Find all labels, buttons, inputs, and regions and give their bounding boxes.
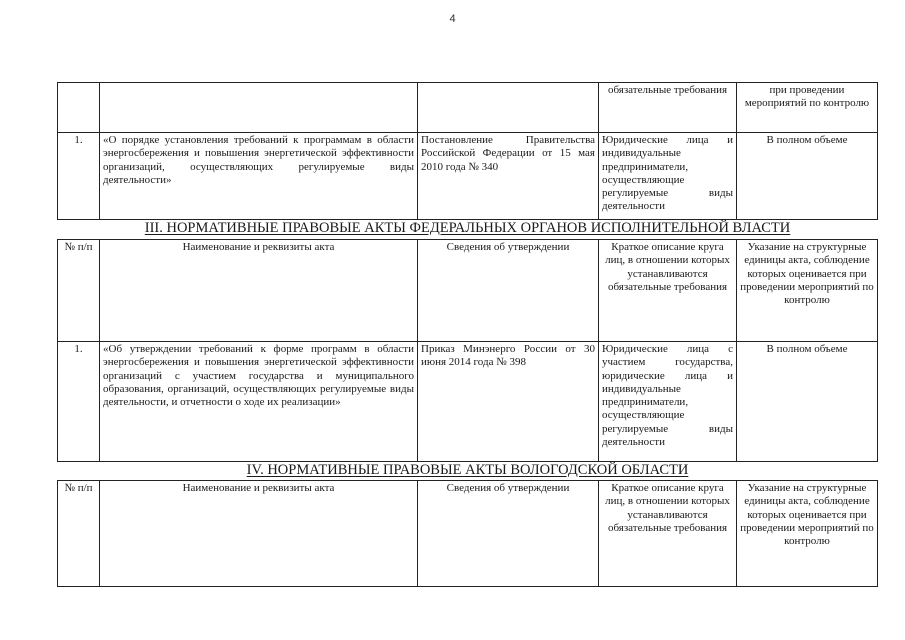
row-indication: В полном объеме bbox=[737, 342, 878, 462]
requirements-table bbox=[57, 82, 878, 587]
section-4-heading-row bbox=[58, 462, 878, 481]
header-cell-persons: Краткое описание круга лиц, в отношении которых устанавливаются обязательные требования bbox=[599, 481, 737, 587]
row-approval: Постановление Правительства Российской Федерации от 15 мая 2010 года № 340 bbox=[418, 133, 599, 220]
row-persons: Юридические лица с участием государства, юридические лица и индивидуальные предприниматели, осуществляющие регулируемые виды деятельности bbox=[599, 342, 737, 462]
header-cell-number: № п/п bbox=[58, 481, 100, 587]
table-row bbox=[58, 133, 878, 220]
continuation-header-row bbox=[58, 83, 878, 133]
header-cell-persons: Краткое описание круга лиц, в отношении которых устанавливаются обязательные требования bbox=[599, 240, 737, 342]
row-approval: Приказ Минэнерго России от 30 июня 2014 года № 398 bbox=[418, 342, 599, 462]
row-indication: В полном объеме bbox=[737, 133, 878, 220]
row-number: 1. bbox=[58, 342, 100, 462]
table-row bbox=[58, 342, 878, 462]
page-number: 4 bbox=[449, 13, 456, 25]
header-cell-number bbox=[58, 83, 100, 133]
section-4-header-row bbox=[58, 481, 878, 587]
header-cell-approval: Сведения об утверждении bbox=[418, 481, 599, 587]
header-cell-number: № п/п bbox=[58, 240, 100, 342]
row-act: «Об утверждении требований к форме программ в области энергосбережения и повышения энергетической эффективности организаций с участием государства и муниципального образования, организаций, осуществляющих регулируемые виды деятельности, и отчетности о ходе их реализации» bbox=[100, 342, 418, 462]
row-number: 1. bbox=[58, 133, 100, 220]
header-cell-act: Наименование и реквизиты акта bbox=[100, 240, 418, 342]
section-3-header-row bbox=[58, 240, 878, 342]
section-3-heading-row bbox=[58, 220, 878, 240]
header-cell-indication: при проведении мероприятий по контролю bbox=[737, 83, 878, 133]
header-cell-persons: обязательные требования bbox=[599, 83, 737, 133]
section-3-title: III. НОРМАТИВНЫЕ ПРАВОВЫЕ АКТЫ ФЕДЕРАЛЬНЫХ ОРГАНОВ ИСПОЛНИТЕЛЬНОЙ ВЛАСТИ bbox=[144, 220, 791, 236]
header-cell-act: Наименование и реквизиты акта bbox=[100, 481, 418, 587]
header-cell-indication: Указание на структурные единицы акта, соблюдение которых оценивается при проведении мероприятий по контролю bbox=[737, 481, 878, 587]
header-cell-approval: Сведения об утверждении bbox=[418, 240, 599, 342]
header-cell-indication: Указание на структурные единицы акта, соблюдение которых оценивается при проведении мероприятий по контролю bbox=[737, 240, 878, 342]
section-4-title: IV. НОРМАТИВНЫЕ ПРАВОВЫЕ АКТЫ ВОЛОГОДСКОЙ ОБЛАСТИ bbox=[246, 462, 689, 478]
header-cell-approval bbox=[418, 83, 599, 133]
row-persons: Юридические лица и индивидуальные предприниматели, осуществляющие регулируемые виды деятельности bbox=[599, 133, 737, 220]
row-act: «О порядке установления требований к программам в области энергосбережения и повышения энергетической эффективности организаций, осуществляющих регулируемые виды деятельности» bbox=[100, 133, 418, 220]
header-cell-act bbox=[100, 83, 418, 133]
